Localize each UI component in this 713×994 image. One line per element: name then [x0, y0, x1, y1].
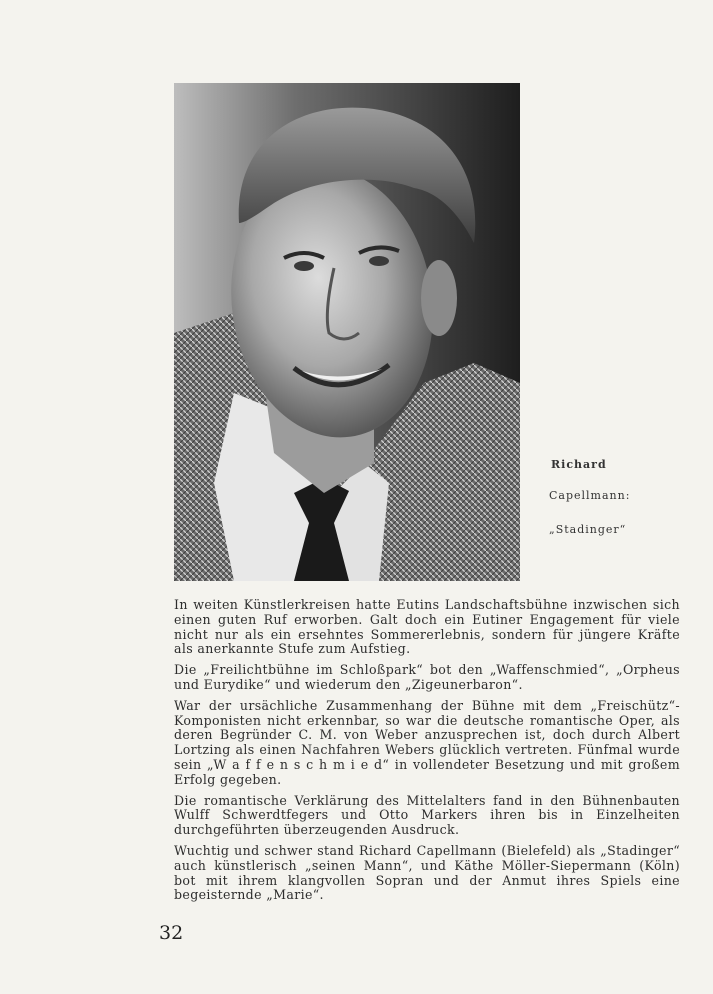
page-number: 32: [159, 922, 184, 944]
paragraph: Die „Freilichtbühne im Schloßpark“ bot den „Waffenschmied“, „Orpheus und Eurydike“ und wiederum den „Zigeunerbaron“.: [174, 662, 680, 692]
paragraph: Die romantische Verklärung des Mittelalters fand in den Bühnenbauten Wulff Schwerdtfegers und Otto Markers ihren bis in Einzelheiten durchgeführten überzeugenden Ausdruck.: [174, 792, 680, 838]
paragraph: Wuchtig und schwer stand Richard Capellmann (Bielefeld) als „Stadinger“ auch künstlerisch „seinen Mann“, und Käthe Möller-Siepermann (Köln) bot mit ihrem klangvollen Sopran und der Anmut ihres Spiels eine begeisternde „Marie“.: [174, 842, 680, 903]
paragraph: War der ursächliche Zusammenhang der Bühne mit dem „Freischütz“-Komponisten nicht erkennbar, so war die deutsche romantische Oper, als deren Begründer C. M. von Weber anzusprechen ist, doch durch Albert Lortzing als einen Nachfahren Webers glücklich vertreten. Fünfmal wurde sein „W a f f e n s c h m i e d“ in vollendeter Besetzung und mit großem Erfolg gegeben.: [174, 697, 680, 787]
article-body: [174, 598, 680, 909]
caption-name: Richard: [551, 458, 607, 471]
portrait-photo: [174, 83, 520, 581]
caption-surname: Capellmann:: [549, 489, 631, 502]
caption-role: „Stadinger“: [549, 523, 627, 536]
paragraph: In weiten Künstlerkreisen hatte Eutins Landschaftsbühne inzwischen sich einen guten Ruf erworben. Galt doch ein Eutiner Engagement für viele nicht nur als ein ersehntes Sommererlebnis, sondern für jüngere Kräfte als anerkannte Stufe zum Aufstieg.: [174, 597, 680, 657]
